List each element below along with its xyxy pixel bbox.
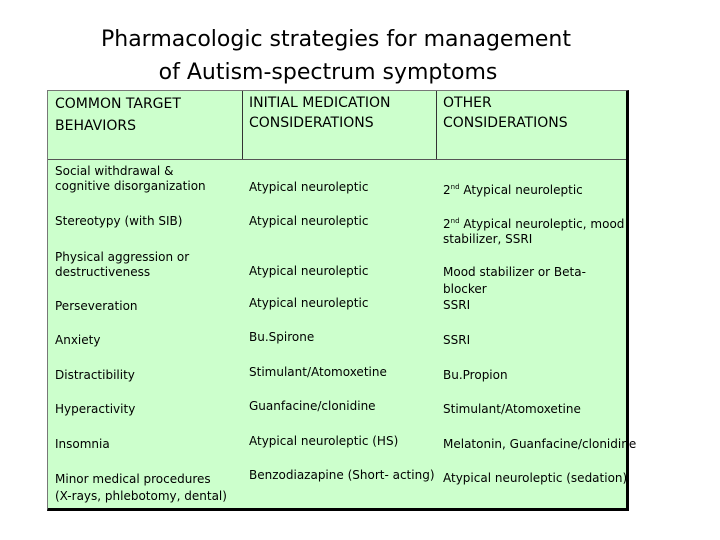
header-divider bbox=[48, 159, 626, 160]
other-cell: Atypical neuroleptic (sedation) bbox=[443, 471, 628, 485]
behavior-cell: Insomnia bbox=[55, 437, 110, 451]
initial-cell: Atypical neuroleptic bbox=[249, 264, 369, 278]
initial-cell: Atypical neuroleptic (HS) bbox=[249, 434, 399, 448]
column-divider bbox=[242, 91, 243, 159]
initial-cell: Bu.Spirone bbox=[249, 330, 315, 344]
other-cell: 2nd Atypical neuroleptic bbox=[443, 183, 583, 197]
behavior-cell: Distractibility bbox=[55, 368, 135, 382]
initial-cell: Benzodiazapine (Short- acting) bbox=[249, 468, 435, 482]
header-initial: INITIAL MEDICATION CONSIDERATIONS bbox=[249, 95, 391, 131]
behavior-cell: Minor medical procedures (X-rays, phlebotomy, dental) bbox=[55, 472, 227, 503]
other-cell: SSRI bbox=[443, 298, 471, 312]
other-cell: 2nd Atypical neuroleptic, mood stabilizer, SSRI bbox=[443, 217, 625, 246]
behavior-cell: Physical aggression or destructiveness bbox=[55, 250, 190, 279]
other-cell: Stimulant/Atomoxetine bbox=[443, 402, 581, 416]
other-cell: Mood stabilizer or Beta- blocker bbox=[443, 265, 586, 296]
initial-cell: Atypical neuroleptic bbox=[249, 296, 369, 310]
behavior-cell: Stereotypy (with SIB) bbox=[55, 214, 183, 228]
behavior-cell: Social withdrawal & cognitive disorganization bbox=[55, 164, 206, 193]
column-divider bbox=[436, 91, 437, 159]
other-cell: Bu.Propion bbox=[443, 368, 508, 382]
header-other: OTHER CONSIDERATIONS bbox=[443, 95, 568, 131]
header-behaviors: COMMON TARGET BEHAVIORS bbox=[55, 96, 181, 134]
initial-cell: Stimulant/Atomoxetine bbox=[249, 365, 387, 379]
other-cell: SSRI bbox=[443, 333, 471, 347]
initial-cell: Atypical neuroleptic bbox=[249, 180, 369, 194]
page-title-line2: of Autism-spectrum symptoms bbox=[158, 60, 498, 85]
behavior-cell: Anxiety bbox=[55, 333, 101, 347]
initial-cell: Atypical neuroleptic bbox=[249, 214, 369, 228]
behavior-cell: Perseveration bbox=[55, 299, 138, 313]
strategy-table bbox=[47, 90, 637, 511]
initial-cell: Guanfacine/clonidine bbox=[249, 399, 376, 413]
other-cell: Melatonin, Guanfacine/clonidine bbox=[443, 437, 637, 451]
behavior-cell: Hyperactivity bbox=[55, 402, 136, 416]
page-title-line1: Pharmacologic strategies for management bbox=[100, 27, 571, 52]
